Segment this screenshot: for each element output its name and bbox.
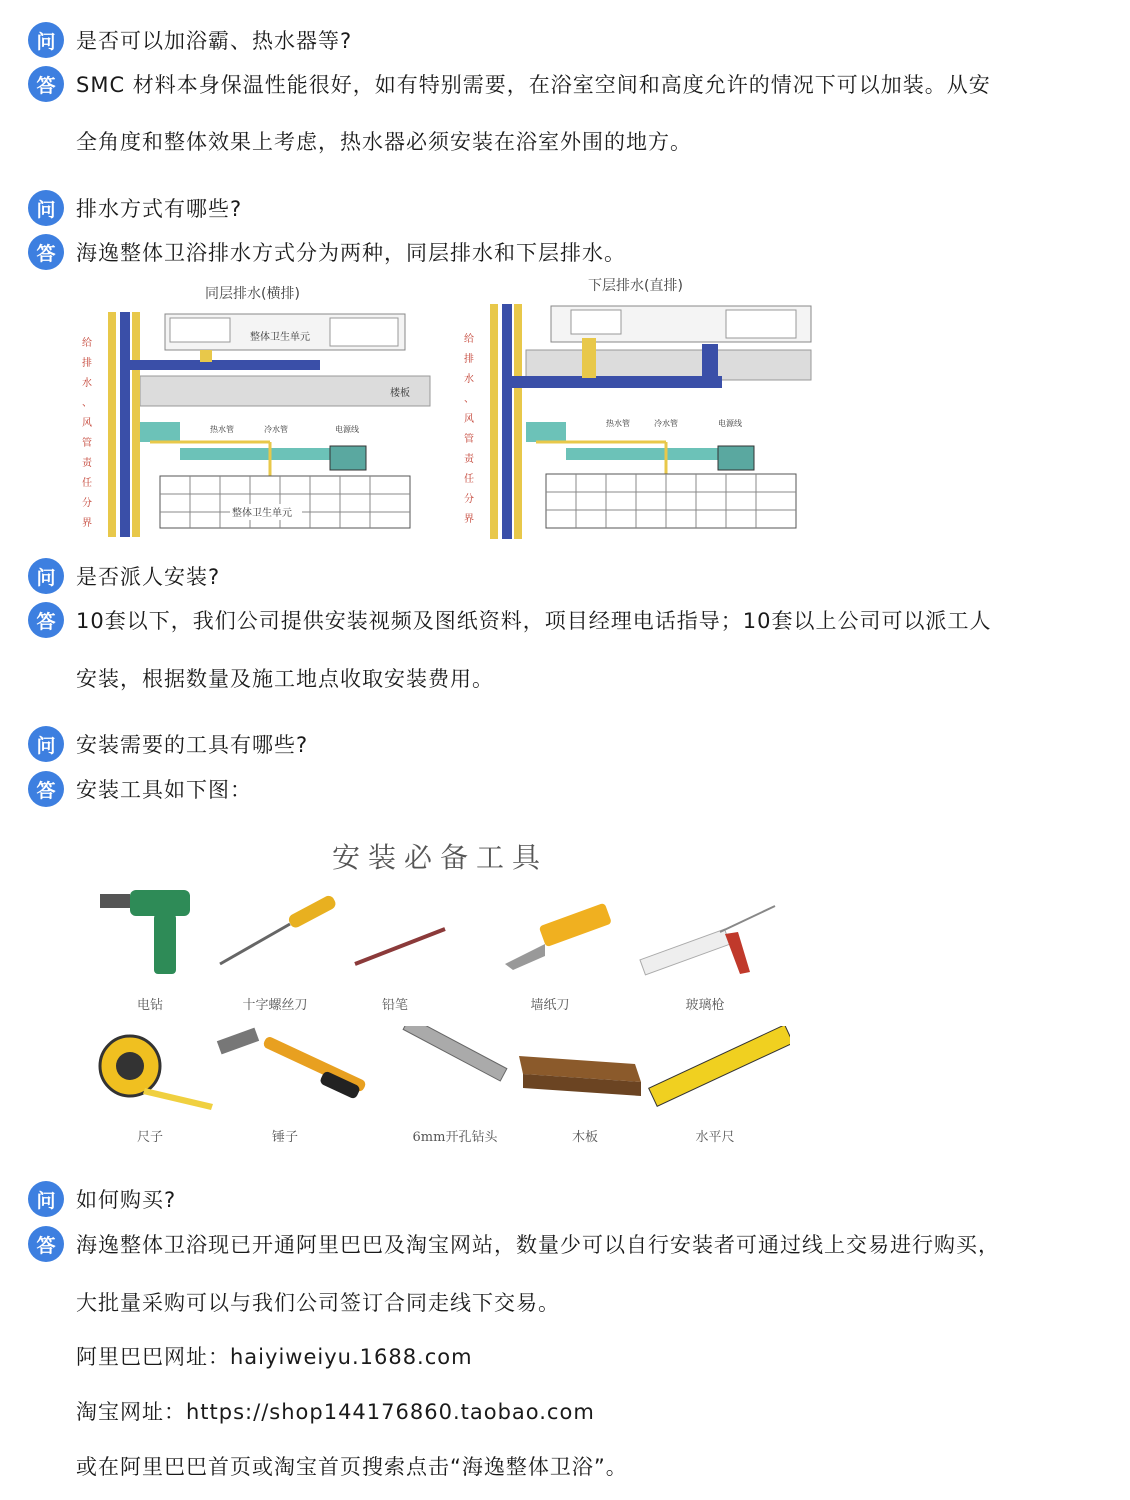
svg-text:任: 任 [82, 478, 92, 489]
caulking-gun-icon [630, 884, 780, 984]
tool-utility-knife [475, 884, 625, 1013]
taobao-url-line: 淘宝网址：https://shop144176860.taobao.com [76, 1400, 595, 1424]
diagram-title: 下层排水(直排) [588, 278, 683, 294]
tools-figure [70, 826, 800, 1156]
unit-label-bottom: 整体卫生单元 [232, 508, 292, 519]
faq-answer-1 [28, 66, 991, 102]
question-text: 是否可以加浴霸、热水器等? [76, 29, 353, 53]
svg-text:风: 风 [464, 414, 474, 425]
question-text: 排水方式有哪些? [76, 197, 243, 221]
answer-continuation: 全角度和整体效果上考虑，热水器必须安装在浴室外围的地方。 [76, 130, 692, 154]
tool-caption: 6mm开孔钻头 [412, 1130, 498, 1145]
hammer-icon [210, 1026, 370, 1116]
tool-caulking-gun [630, 884, 780, 1013]
faq-question-2 [28, 190, 242, 226]
tool-pencil [320, 884, 470, 1013]
responsibility-side-label [82, 336, 93, 529]
answer-badge: 答 [28, 66, 64, 102]
question-badge: 问 [28, 1181, 64, 1217]
tool-spirit-level [640, 1026, 790, 1145]
unit-label-top: 整体卫生单元 [250, 332, 310, 343]
svg-text:、: 、 [464, 394, 474, 405]
tool-hole-drill-bit [380, 1026, 530, 1145]
tools-title: 安装必备工具 [332, 841, 549, 874]
svg-text:管: 管 [464, 434, 474, 445]
tool-caption: 墙纸刀 [530, 998, 570, 1013]
svg-text:给: 给 [82, 338, 92, 349]
answer-text: 海逸整体卫浴排水方式分为两种，同层排水和下层排水。 [76, 241, 626, 265]
answer-badge: 答 [28, 602, 64, 638]
cold-pipe-label: 冷水管 [654, 419, 678, 428]
svg-text:界: 界 [82, 518, 92, 529]
tool-caption: 木板 [571, 1130, 598, 1145]
answer-badge: 答 [28, 1226, 64, 1262]
faq-answer-5 [28, 1226, 1000, 1262]
drainage-diagram-same-floor [70, 272, 440, 544]
answer-badge: 答 [28, 771, 64, 807]
question-badge: 问 [28, 558, 64, 594]
hot-pipe-label: 热水管 [210, 425, 234, 434]
faq-question-5 [28, 1181, 176, 1217]
answer-continuation: 大批量采购可以与我们公司签订合同走线下交易。 [76, 1291, 560, 1315]
svg-text:排: 排 [464, 354, 474, 365]
faq-question-1 [28, 22, 352, 58]
tool-caption: 玻璃枪 [685, 998, 725, 1013]
tool-caption: 电钻 [136, 998, 163, 1013]
question-text: 安装需要的工具有哪些? [76, 733, 309, 757]
svg-text:排: 排 [82, 358, 92, 369]
svg-text:界: 界 [464, 514, 474, 525]
tool-hammer [210, 1026, 360, 1145]
diagram-title: 同层排水(横排) [205, 286, 300, 302]
svg-text:分: 分 [464, 494, 474, 505]
hot-pipe-label: 热水管 [606, 419, 630, 428]
drill-bit-icon [390, 1026, 520, 1116]
faq-question-3 [28, 558, 220, 594]
responsibility-side-label [464, 332, 475, 525]
question-badge: 问 [28, 22, 64, 58]
search-hint-line: 或在阿里巴巴首页或淘宝首页搜索点击“海逸整体卫浴”。 [76, 1455, 628, 1479]
tool-tape-measure [75, 1026, 225, 1145]
answer-badge: 答 [28, 234, 64, 270]
question-badge: 问 [28, 190, 64, 226]
svg-text:、: 、 [82, 398, 92, 409]
answer-text: SMC 材料本身保温性能很好，如有特别需要，在浴室空间和高度允许的情况下可以加装。从安 [76, 73, 991, 97]
svg-text:责: 责 [82, 458, 92, 469]
svg-text:给: 给 [464, 334, 474, 345]
svg-text:风: 风 [82, 418, 92, 429]
question-text: 如何购买? [76, 1188, 177, 1212]
svg-text:分: 分 [82, 498, 92, 509]
power-label: 电源线 [718, 419, 742, 428]
svg-text:管: 管 [82, 438, 92, 449]
floor-label: 楼板 [390, 388, 410, 399]
answer-text: 安装工具如下图： [76, 778, 252, 802]
answer-text: 10套以下，我们公司提供安装视频及图纸资料，项目经理电话指导；10套以上公司可以派工人 [76, 609, 992, 633]
tool-caption: 锤子 [271, 1130, 298, 1145]
svg-text:任: 任 [464, 474, 474, 485]
tool-caption: 尺子 [136, 1130, 163, 1145]
drainage-diagram-lower-floor [456, 272, 816, 544]
question-text: 是否派人安装? [76, 565, 221, 589]
wood-board-icon [515, 1026, 655, 1116]
svg-text:水: 水 [464, 374, 474, 385]
faq-answer-3 [28, 602, 991, 638]
tool-caption: 十字螺丝刀 [242, 998, 308, 1013]
power-label: 电源线 [335, 425, 359, 434]
utility-knife-icon [485, 884, 615, 984]
spirit-level-icon [640, 1026, 790, 1116]
faq-answer-4 [28, 771, 252, 807]
tool-caption: 铅笔 [381, 998, 408, 1013]
faq-question-4 [28, 726, 308, 762]
pencil-icon [335, 884, 455, 984]
drill-icon [90, 884, 210, 984]
cold-pipe-label: 冷水管 [264, 425, 288, 434]
answer-continuation: 安装，根据数量及施工地点收取安装费用。 [76, 667, 494, 691]
answer-text: 海逸整体卫浴现已开通阿里巴巴及淘宝网站，数量少可以自行安装者可通过线上交易进行购买， [76, 1233, 1000, 1257]
question-badge: 问 [28, 726, 64, 762]
svg-text:责: 责 [464, 454, 474, 465]
tape-measure-icon [85, 1026, 215, 1116]
alibaba-url-line: 阿里巴巴网址：haiyiweiyu.1688.com [76, 1345, 473, 1369]
tool-caption: 水平尺 [695, 1130, 735, 1145]
faq-answer-2 [28, 234, 626, 270]
tool-wood-board [510, 1026, 660, 1145]
svg-text:水: 水 [82, 378, 92, 389]
